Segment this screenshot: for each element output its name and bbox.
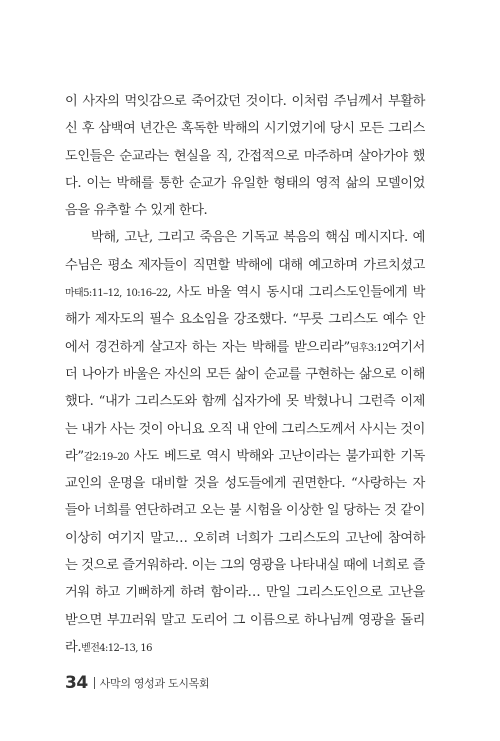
text-line: 는 내가 사는 것이 아니요 오직 내 안에 그리스도께서 사시는 것이 [65, 421, 425, 437]
text-line: 박해, 고난, 그리고 죽음은 기독교 복음의 핵심 메시지다. 예 [91, 230, 425, 246]
text-line: 거워 하고 기뻐하게 하려 함이라… 만일 그리스도인으로 고난을 [65, 585, 425, 601]
text-line [65, 279, 425, 306]
text-line: 받으면 부끄러워 말고 도리어 그 이름으로 하나님께 영광을 돌리 [65, 612, 425, 628]
text-line: 음을 유추할 수 있게 한다. [65, 203, 208, 219]
book-title: 사막의 영성과 도시목회 [99, 677, 210, 690]
paragraph-2 [65, 224, 425, 661]
text-segment: , 사도 바울 역시 동시대 그리스도인들에게 박 [167, 285, 425, 301]
scripture-reference: 벧전4:12–13, 16 [81, 642, 152, 654]
text-segment: 사도 베드로 역시 박해와 고난이라는 불가피한 기독 [128, 448, 425, 464]
text-line: 수님은 평소 제자들이 직면할 박해에 대해 예고하며 가르치셨고 [65, 257, 425, 273]
text-line: 이상히 여기지 말고… 오히려 너희가 그리스도의 고난에 참여하 [65, 530, 425, 546]
text-line: 는 것으로 즐거워하라. 이는 그의 영광을 나타내실 때에 너희로 즐 [65, 558, 425, 574]
text-line: 다. 이는 박해를 통한 순교가 유일한 형태의 영적 삶의 모델이었 [65, 175, 425, 191]
text-line: 신 후 삼백여 년간은 혹독한 박해의 시기였기에 당시 모든 그리스 [65, 121, 425, 137]
text-line: 해가 제자도의 필수 요소임을 강조했다. “무릇 그리스도 예수 안 [65, 312, 425, 328]
footer-divider [94, 677, 95, 689]
text-line: 했다. “내가 그리스도와 함께 십자가에 못 박혔나니 그런즉 이제 [65, 394, 425, 410]
page-number: 34 [65, 673, 88, 693]
text-segment: 라. [65, 639, 82, 655]
page-footer [65, 672, 209, 694]
text-line [65, 634, 425, 661]
text-line [65, 334, 425, 361]
scripture-reference: 갈2:19–20 [83, 451, 129, 463]
text-line: 교인의 운명을 대비할 것을 성도들에게 권면한다. “사랑하는 자 [65, 476, 425, 492]
text-line [65, 443, 425, 470]
paragraph-1 [65, 88, 425, 224]
text-line: 더 나아가 바울은 자신의 모든 삶이 순교를 구현하는 삶으로 이해 [65, 366, 425, 382]
page-body [65, 88, 425, 661]
text-segment: 에서 경건하게 살고자 하는 자는 박해를 받으리라” [65, 339, 350, 355]
text-segment: 라” [65, 448, 84, 464]
text-line: 도인들은 순교라는 현실을 직, 간접적으로 마주하며 살아가야 했 [65, 148, 425, 164]
text-line: 이 사자의 먹잇감으로 죽어갔던 것이다. 이처럼 주님께서 부활하 [65, 94, 425, 109]
text-line: 들아 너희를 연단하려고 오는 불 시험을 이상한 일 당하는 것 같이 [65, 503, 425, 519]
scripture-reference: 마태5:11–12, 10:16–22 [65, 288, 168, 300]
text-segment: 여기서 [387, 339, 425, 355]
scripture-reference: 딤후3:12 [349, 342, 388, 354]
